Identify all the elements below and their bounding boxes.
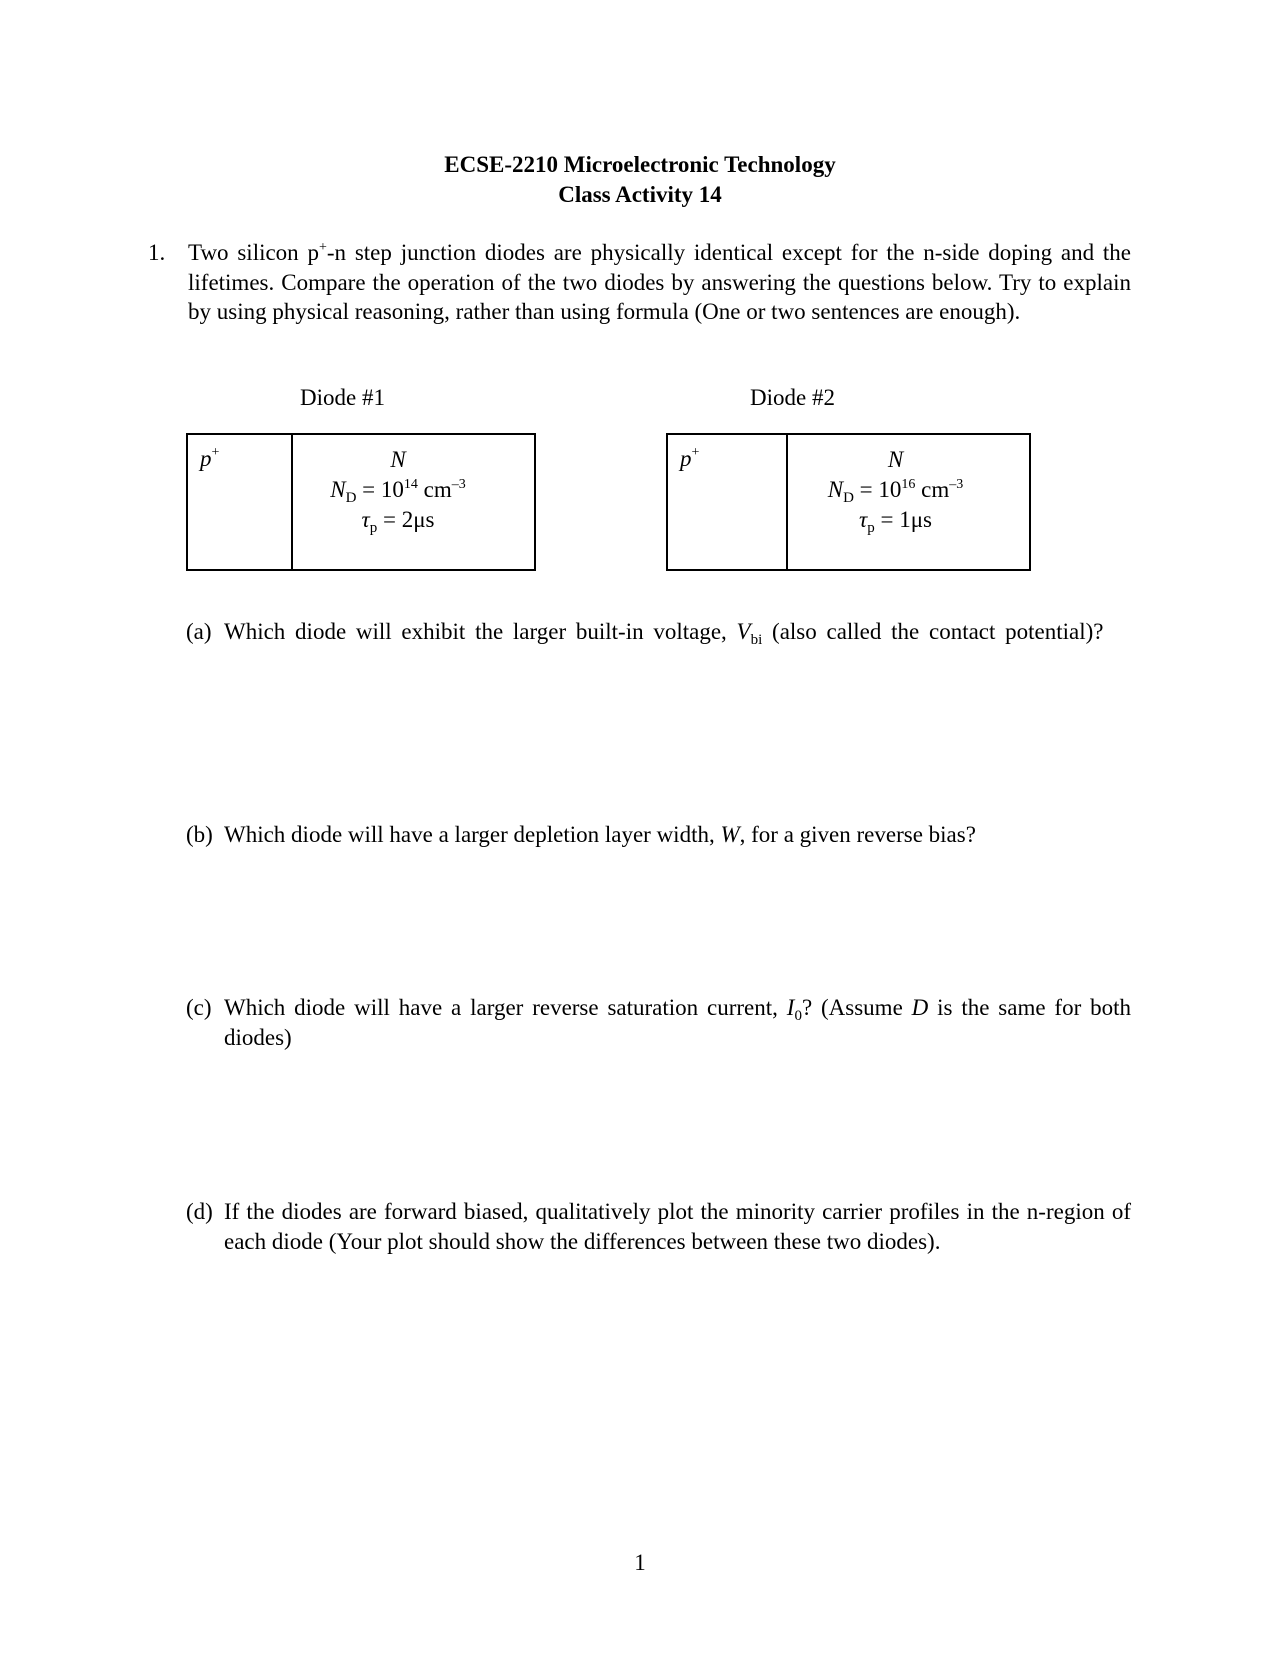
- part-a-text: Which diode will exhibit the larger built-in voltage, $V_{bi}$ (also called the contact potential)?: [224, 619, 1104, 648]
- lifetime: $\tau_p = 2\mu s$: [361, 507, 435, 536]
- n-region-label: N: [390, 447, 406, 472]
- question-number: 1.: [148, 240, 166, 265]
- activity-title: Class Activity 14: [558, 182, 722, 207]
- lifetime: $\tau_p = 1\mu s$: [859, 507, 932, 536]
- p-region-label: p+: [680, 445, 700, 471]
- diode-2-label: Diode #2: [750, 385, 835, 410]
- diode-1-diagram: [186, 433, 536, 571]
- course-title: ECSE-2210 Microelectronic Technology: [444, 152, 836, 177]
- part-d-label: (d): [186, 1199, 213, 1224]
- n-region-label: N: [887, 447, 904, 472]
- question-intro: [188, 238, 1131, 327]
- diode-2-diagram: [666, 433, 1031, 571]
- part-d: [186, 1197, 1131, 1256]
- n-region-info: [788, 445, 1003, 535]
- diode-1-label: Diode #1: [300, 385, 385, 410]
- part-c-text: Which diode will have a larger reverse saturation current, $I_0$? (Assume D is the same for both diodes): [224, 995, 1132, 1050]
- intro-text-1: Two silicon p: [188, 240, 319, 265]
- donor-concentration: $N_D = 10^{14}$ $cm^{-3}$: [330, 477, 466, 506]
- part-b-text: Which diode will have a larger depletion layer width, W, for a given reverse bias?: [224, 822, 976, 847]
- intro-text-2: -n step junction diodes are physically identical except for the n-side doping and the lifetimes. Compare the operation of the two diodes by answering the questions below. Try to explain by using physical reasoning, rather than using formula (One or two sentences are enough).: [188, 240, 1131, 324]
- n-region-info: [293, 445, 503, 535]
- intro-superscript: +: [318, 240, 327, 255]
- part-b: [186, 820, 1131, 850]
- part-a-label: (a): [186, 619, 212, 644]
- p-region-label: p+: [200, 445, 220, 471]
- part-a: [186, 617, 1131, 647]
- part-c-label: (c): [186, 995, 212, 1020]
- part-d-text: If the diodes are forward biased, qualitatively plot the minority carrier profiles in the n-region of each diode (Your plot should show the differences between these two diodes).: [224, 1199, 1131, 1254]
- page-number: 1: [634, 1550, 646, 1575]
- part-b-label: (b): [186, 822, 213, 847]
- donor-concentration: $N_D = 10^{16}$ $cm^{-3}$: [827, 477, 964, 506]
- part-c: [186, 993, 1131, 1052]
